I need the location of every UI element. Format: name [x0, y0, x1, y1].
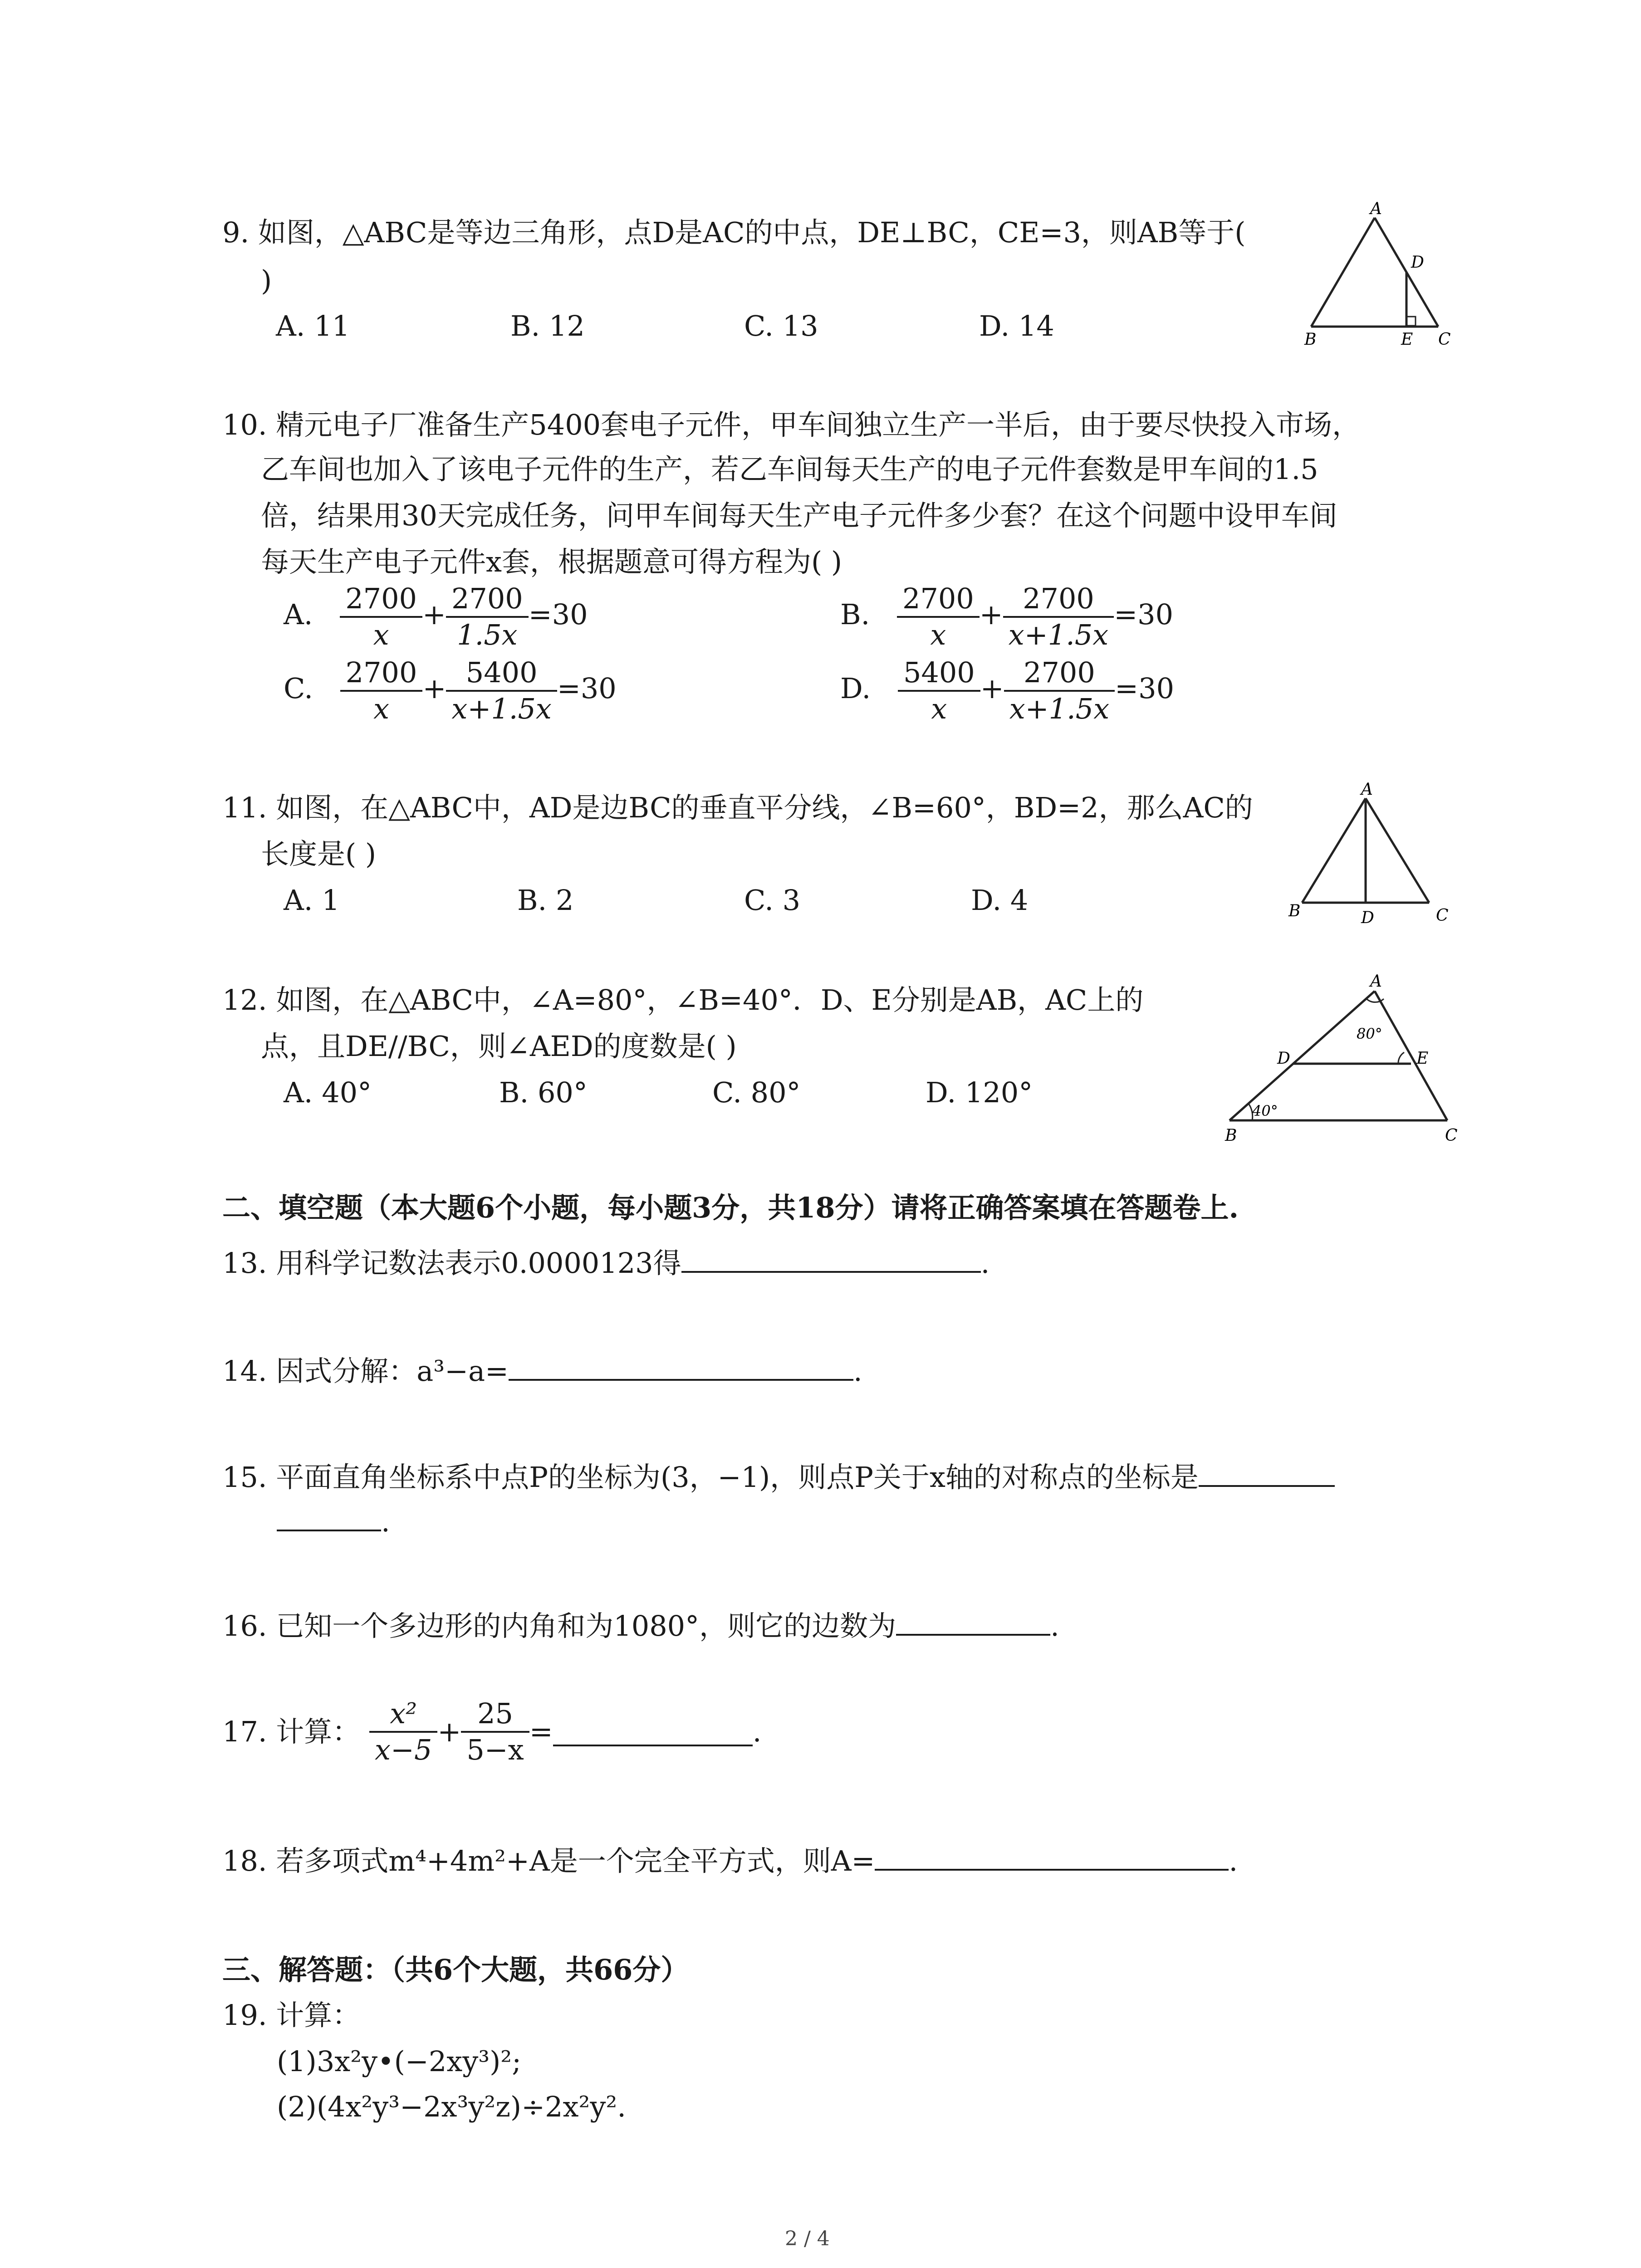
q12-option-a: A. 40°	[284, 1076, 372, 1109]
q11-option-a: A. 1	[284, 884, 340, 917]
q16	[222, 1606, 1059, 1647]
denominator: x	[931, 692, 947, 725]
q16-end: .	[1050, 1609, 1059, 1642]
q14	[222, 1351, 862, 1392]
q11-label-b: B	[1288, 902, 1301, 920]
numerator: 2700	[340, 655, 423, 692]
q9-label-d: D	[1411, 253, 1424, 272]
plus-sign: +	[437, 1715, 461, 1748]
q12-option-c: C. 80°	[712, 1076, 801, 1109]
q9-option-b: B. 12	[510, 309, 585, 342]
q12-label-e: E	[1416, 1049, 1429, 1068]
plus-sign: +	[979, 598, 1003, 631]
q11-label-c: C	[1436, 906, 1449, 925]
q13-text: 13. 用科学记数法表示0.0000123得	[222, 1246, 681, 1280]
fraction	[446, 582, 529, 652]
q12-line-2: 点，且DE//BC，则∠AED的度数是( )	[261, 1030, 737, 1063]
q13-end: .	[980, 1246, 990, 1280]
q11-label-a: A	[1361, 780, 1373, 799]
q19-part-1: (1)3x²y•(−2xy³)²;	[277, 2045, 522, 2078]
numerator: 2700	[897, 582, 980, 618]
equals-sign: =	[529, 1715, 553, 1748]
q9-option-d: D. 14	[979, 309, 1054, 342]
option-letter: D.	[840, 672, 871, 705]
plus-sign: +	[422, 598, 446, 631]
q12-angle-b-label: 40°	[1252, 1102, 1278, 1119]
q9-option-c: C. 13	[744, 309, 818, 342]
numerator: 2700	[1004, 655, 1115, 692]
denominator: x+1.5x	[451, 692, 552, 725]
q10-option-a	[284, 582, 588, 652]
q17-end: .	[752, 1715, 762, 1748]
denominator: x−5	[375, 1733, 432, 1766]
q11-triangle-figure	[1279, 780, 1452, 934]
q15-answer-blank-line-1[interactable]	[1199, 1458, 1335, 1487]
q15-continuation	[277, 1501, 390, 1542]
q18-answer-blank[interactable]	[875, 1842, 1229, 1871]
denominator: x	[373, 692, 390, 725]
q9-stem: 9. 如图，△ABC是等边三角形，点D是AC的中点，DE⊥BC，CE=3，则AB等于(	[222, 216, 1246, 249]
q9-triangle-figure	[1288, 200, 1452, 354]
q9-label-e: E	[1401, 330, 1413, 349]
q12-label-d: D	[1277, 1049, 1290, 1068]
q11-option-b: B. 2	[517, 884, 574, 917]
denominator: x+1.5x	[1008, 618, 1109, 651]
q10-line-2: 乙车间也加入了该电子元件的生产，若乙车间每天生产的电子元件套数是甲车间的1.5	[261, 453, 1318, 486]
plus-sign: +	[422, 672, 446, 705]
q9-stem-end: )	[261, 264, 272, 297]
fraction	[898, 655, 980, 726]
fraction	[340, 655, 423, 726]
equation-rhs: =30	[1114, 598, 1174, 631]
q10-option-c	[284, 655, 617, 726]
q19-part-2: (2)(4x²y³−2x³y²z)÷2x²y².	[277, 2090, 626, 2123]
numerator: 2700	[446, 582, 529, 618]
page-number: 2 / 4	[785, 2227, 830, 2250]
option-letter: A.	[284, 598, 313, 631]
q11-option-d: D. 4	[971, 884, 1029, 917]
q17-label: 17. 计算：	[222, 1715, 361, 1748]
numerator: 2700	[340, 582, 422, 618]
equation-rhs: =30	[557, 672, 617, 705]
q12-label-c: C	[1445, 1126, 1458, 1145]
numerator: 2700	[1003, 582, 1114, 618]
q17-fraction-1	[369, 1696, 437, 1767]
q14-text: 14. 因式分解：a³−a=	[222, 1354, 509, 1388]
q10-option-b	[840, 582, 1173, 652]
numerator: 5400	[446, 655, 557, 692]
q15-answer-blank-line-2[interactable]	[277, 1502, 381, 1531]
q9-label-c: C	[1438, 330, 1451, 349]
q11-option-c: C. 3	[744, 884, 801, 917]
denominator: 5−x	[466, 1733, 524, 1766]
q9-option-a: A. 11	[276, 309, 350, 342]
q13-answer-blank[interactable]	[681, 1244, 981, 1273]
section-3-heading: 三、解答题：（共6个大题，共66分）	[222, 1953, 689, 1986]
q17-answer-blank[interactable]	[553, 1717, 753, 1746]
section-2-heading: 二、填空题（本大题6个小题，每小题3分，共18分）请将正确答案填在答题卷上.	[222, 1191, 1239, 1224]
q14-end: .	[853, 1354, 862, 1388]
q12-option-b: B. 60°	[499, 1076, 588, 1109]
q12-option-d: D. 120°	[926, 1076, 1033, 1109]
denominator: x	[373, 618, 389, 651]
q15-end: .	[381, 1505, 390, 1538]
option-letter: C.	[284, 672, 313, 705]
q15	[222, 1457, 1335, 1498]
numerator: x²	[369, 1696, 437, 1733]
q17-fraction-2	[461, 1696, 529, 1767]
plus-sign: +	[980, 672, 1004, 705]
q18-text: 18. 若多项式m⁴+4m²+A是一个完全平方式，则A=	[222, 1844, 875, 1877]
denominator: 1.5x	[457, 618, 518, 651]
fraction	[340, 582, 422, 652]
numerator: 5400	[898, 655, 980, 692]
q12-label-a: A	[1370, 972, 1382, 991]
q10-option-d	[840, 655, 1174, 726]
q12-label-b: B	[1225, 1126, 1237, 1145]
q17	[222, 1696, 761, 1767]
q11-label-d: D	[1361, 909, 1374, 927]
q16-answer-blank[interactable]	[896, 1607, 1050, 1636]
q11-line-2: 长度是( )	[261, 837, 377, 870]
q18	[222, 1841, 1238, 1882]
q12-line-1: 12. 如图，在△ABC中，∠A=80°，∠B=40°．D、E分别是AB，AC上的	[222, 983, 1144, 1017]
numerator: 25	[461, 1696, 529, 1733]
q13	[222, 1243, 989, 1284]
q14-answer-blank[interactable]	[509, 1352, 853, 1381]
q12-angle-a-label: 80°	[1357, 1025, 1382, 1042]
q18-end: .	[1229, 1844, 1238, 1877]
fraction	[1004, 655, 1115, 726]
q10-line-3: 倍，结果用30天完成任务，问甲车间每天生产电子元件多少套？在这个问题中设甲车间	[261, 499, 1337, 532]
fraction	[446, 655, 557, 726]
q12-triangle-figure	[1220, 971, 1474, 1152]
fraction	[1003, 582, 1114, 652]
q15-text: 15. 平面直角坐标系中点P的坐标为(3，−1)，则点P关于x轴的对称点的坐标是	[222, 1461, 1199, 1494]
q16-text: 16. 已知一个多边形的内角和为1080°，则它的边数为	[222, 1609, 896, 1642]
q10-line-4: 每天生产电子元件x套，根据题意可得方程为( )	[261, 545, 843, 578]
fraction	[897, 582, 980, 652]
option-letter: B.	[840, 598, 870, 631]
equation-rhs: =30	[528, 598, 588, 631]
q10-line-1: 10. 精元电子厂准备生产5400套电子元件，甲车间独立生产一半后，由于要尽快投入市场，	[222, 408, 1361, 441]
q9-label-a: A	[1370, 200, 1382, 218]
q11-line-1: 11. 如图，在△ABC中，AD是边BC的垂直平分线，∠B=60°，BD=2，那么AC的	[222, 791, 1253, 824]
denominator: x+1.5x	[1009, 692, 1110, 725]
q19-label: 19. 计算：	[222, 1999, 361, 2032]
equation-rhs: =30	[1115, 672, 1175, 705]
q9-label-b: B	[1304, 330, 1317, 349]
denominator: x	[930, 618, 946, 651]
